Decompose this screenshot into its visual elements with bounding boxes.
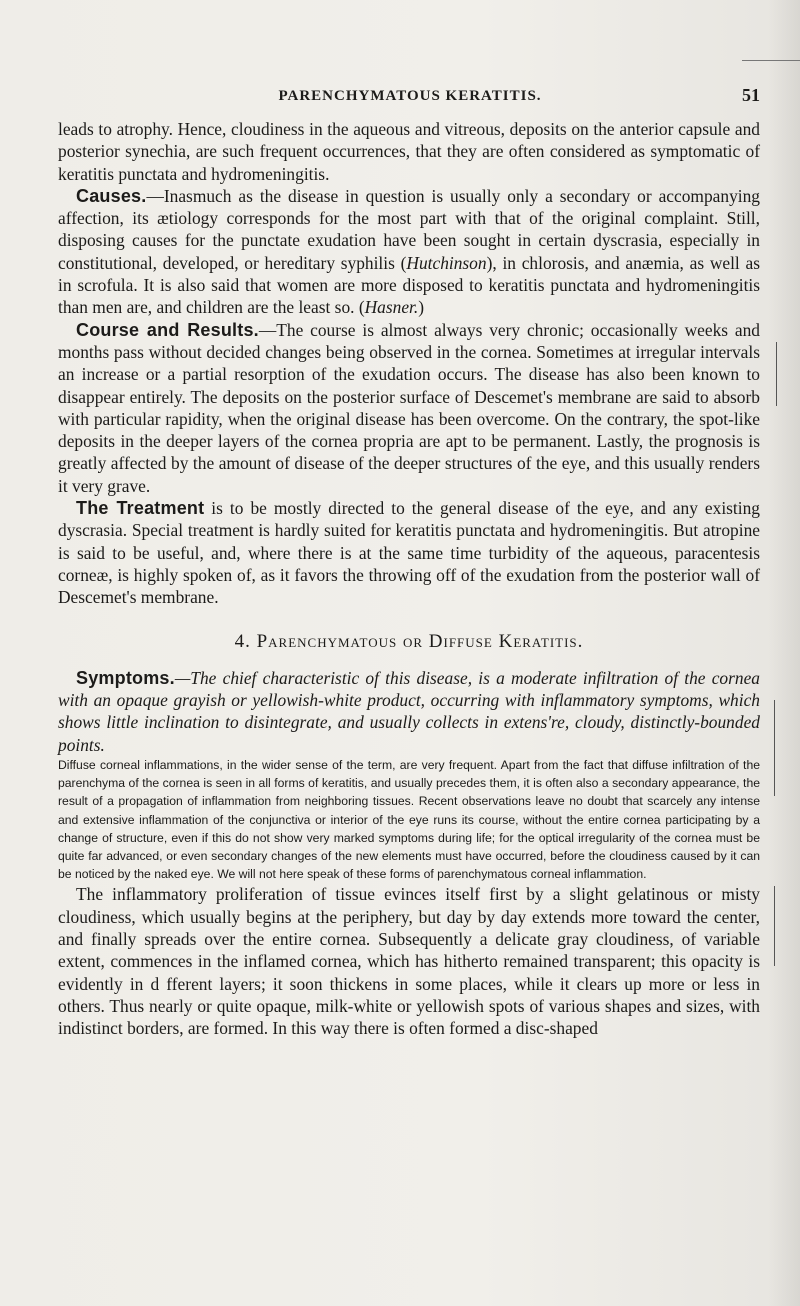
page-body: [58, 118, 760, 1040]
paragraph-treatment: The Treatment is to be mostly directed to the general disease of the eye, and any existing dyscrasia. Special treatment is hardly suited for keratitis punctata and hydromeningitis. But atropine is said to be useful, and, where there is at the same time turbidity of the aqueous, paracentesis corneæ, is highly spoken of, as it favors the throwing off of the exudation from the posterior wall of Descemet's membrane.: [58, 498, 760, 608]
paragraph-causes: Causes.—Inasmuch as the disease in question is usually only a secondary or accompanying affection, its ætiology corresponds for the most part with that of the original complaint. Still, disposing causes for the punctate exudation have been sought in certain dyscrasia, especially in constitutional, developed, or hereditary syphilis (Hutchinson), in chlorosis, and anæmia, as well as in scrofula. It is also said that women are more disposed to keratitis punctata and hydromeningitis than men are, and children are the least so. (Hasner.): [58, 185, 760, 318]
margin-rule: [776, 342, 777, 406]
run-in-heading-causes: Causes.: [76, 185, 147, 206]
paragraph-proliferation: The inflammatory proliferation of tissue evinces itself first by a slight gelatinous or misty cloudiness, which usually begins at the periphery, but day by day extends more toward the center, and finally spreads over the entire cornea. Subsequently a delicate gray cloudiness, of variable extent, commences in the inflamed cornea, which has hitherto remained transparent; this opacity is evidently in d fferent layers; it soon thickens in some places, while it clears up more or less in others. Thus nearly or quite opaque, milk-white or yellowish spots of various shapes and sizes, with indistinct borders, are formed. In this way there is often formed a disc-shaped: [58, 884, 760, 1039]
page-number: 51: [742, 85, 760, 105]
run-in-heading-symptoms: Symptoms.: [76, 667, 175, 688]
margin-rule: [774, 886, 775, 966]
run-in-heading-treatment: The Treatment: [76, 498, 205, 519]
margin-rule: [774, 700, 775, 796]
page-edge-mark: [742, 60, 800, 61]
small-print-paragraph: Diffuse corneal inflammations, in the wider sense of the term, are very frequent. Apart from the fact that diffuse infiltration of the parenchyma of the cornea is seen in all forms of keratitis, and usually precedes them, it is often also a secondary appearance, the result of a propagation of inflammation from neighboring tissues. Recent observations leave no doubt that scarcely any intense and extensive inflammation of the conjunctiva or interior of the eye runs its course, without the entire cornea participating by a change of structure, even if this do not show very marked symptoms during life; for the optical irregularity of the cornea must be quite far advanced, or even secondary changes of the new elements must have occurred, before the cloudiness caused by it can be noticed by the naked eye. We will not here speak of these forms of parenchymatous corneal inflammation.: [58, 758, 760, 882]
page-header: [60, 85, 760, 112]
paragraph-continuation: leads to atrophy. Hence, cloudiness in the aqueous and vitreous, deposits on the anterior capsule and posterior synechia, are such frequent occurrences, that they are often considered as symptomatic of keratitis punctata and hydromeningitis.: [58, 119, 760, 184]
run-in-heading-course: Course and Results.: [76, 319, 259, 340]
section-heading: 4. Parenchymatous or Diffuse Keratitis.: [234, 630, 584, 652]
paragraph-course: Course and Results.—The course is almost always very chronic; occasionally weeks and months pass without decided changes being observed in the cornea. Sometimes at irregular intervals an increase or a partial resorption of the exudation occurs. The disease has also been known to disappear entirely. The deposits on the posterior surface of Descemet's membrane are said to absorb with particular rapidity, when the original disease has been overcome. On the contrary, the spot-like deposits in the deeper layers of the cornea propria are apt to be permanent. Lastly, the prognosis is greatly affected by the amount of disease of the deeper structures of the eye, and this usually renders it very grave.: [58, 319, 760, 496]
paragraph-symptoms: Symptoms.—The chief characteristic of this disease, is a moderate infiltration of the cornea with an opaque grayish or yellowish-white product, occurring with inflammatory symptoms, which shows little inclination to disintegrate, and usually collects in extens're, cloudy, distinctly-bounded points.: [58, 667, 760, 755]
running-head: PARENCHYMATOUS KERATITIS.: [278, 88, 542, 104]
